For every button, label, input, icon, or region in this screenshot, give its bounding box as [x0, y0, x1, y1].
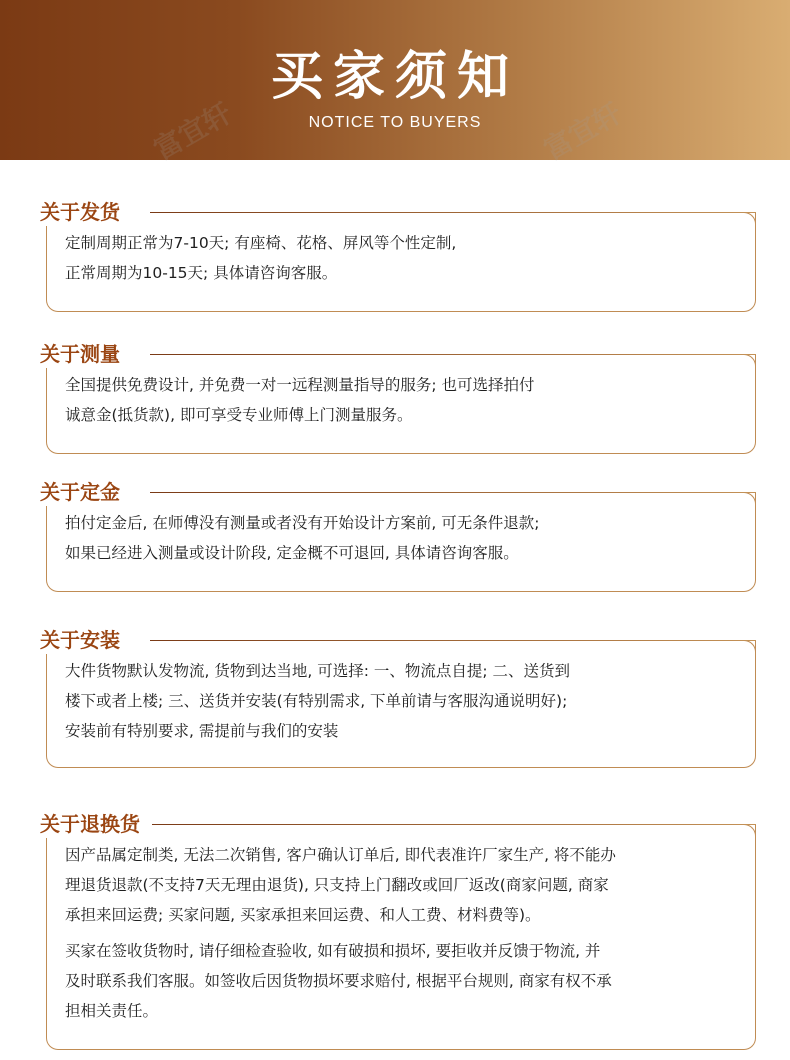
section-box [46, 212, 756, 312]
section-box [46, 824, 756, 1050]
section-text: 拍付定金后, 在师傅没有测量或者没有开始设计方案前, 可无条件退款; 如果已经进入测量或设计阶段, 定金概不可退回, 具体请咨询客服。 [65, 514, 540, 562]
section-divider [150, 640, 756, 641]
page-title: 买家须知 [270, 47, 519, 107]
section-text: 因产品属定制类, 无法二次销售, 客户确认订单后, 即代表准许厂家生产, 将不能办 理退货退款(不支持7天无理由退货), 只支持上门翻改或回厂返改(商家问题, 商家 承担来回运费; 买家问题, 买家承担来回运费、和人工费、材料费等)。 [65, 846, 616, 924]
section-title: 关于发货 [40, 198, 132, 226]
section-box [46, 492, 756, 592]
section-box [46, 354, 756, 454]
section-divider [150, 354, 756, 355]
watermark-logo: 富宜轩 [538, 96, 628, 167]
section-title: 关于定金 [40, 478, 132, 506]
section-title: 关于测量 [40, 340, 132, 368]
page-subtitle: NOTICE TO BUYERS [308, 114, 482, 131]
watermark-logo: 富宜轩 [148, 96, 238, 167]
section-title: 关于退换货 [40, 810, 152, 838]
section-text: 买家在签收货物时, 请仔细检查验收, 如有破损和损坏, 要拒收并反馈于物流, 并 及时联系我们客服。如签收后因货物损坏要求赔付, 根据平台规则, 商家有权不承 担相关责任。 [65, 942, 612, 1020]
section-title: 关于安装 [40, 626, 132, 654]
section-text: 全国提供免费设计, 并免费一对一远程测量指导的服务; 也可选择拍付 诚意金(抵货款), 即可享受专业师傅上门测量服务。 [65, 376, 535, 424]
page-header [0, 0, 790, 160]
section-box [46, 640, 756, 768]
section-divider [150, 492, 756, 493]
section-divider [150, 212, 756, 213]
section-text: 定制周期正常为7-10天; 有座椅、花格、屏风等个性定制, 正常周期为10-15天; 具体请咨询客服。 [65, 234, 457, 282]
section-text: 大件货物默认发物流, 货物到达当地, 可选择: 一、物流点自提; 二、送货到 楼下或者上楼; 三、送货并安装(有特别需求, 下单前请与客服沟通说明好); 安装前有特别要求, 需提前与我们的安装 [65, 662, 571, 740]
section-divider [150, 824, 756, 825]
